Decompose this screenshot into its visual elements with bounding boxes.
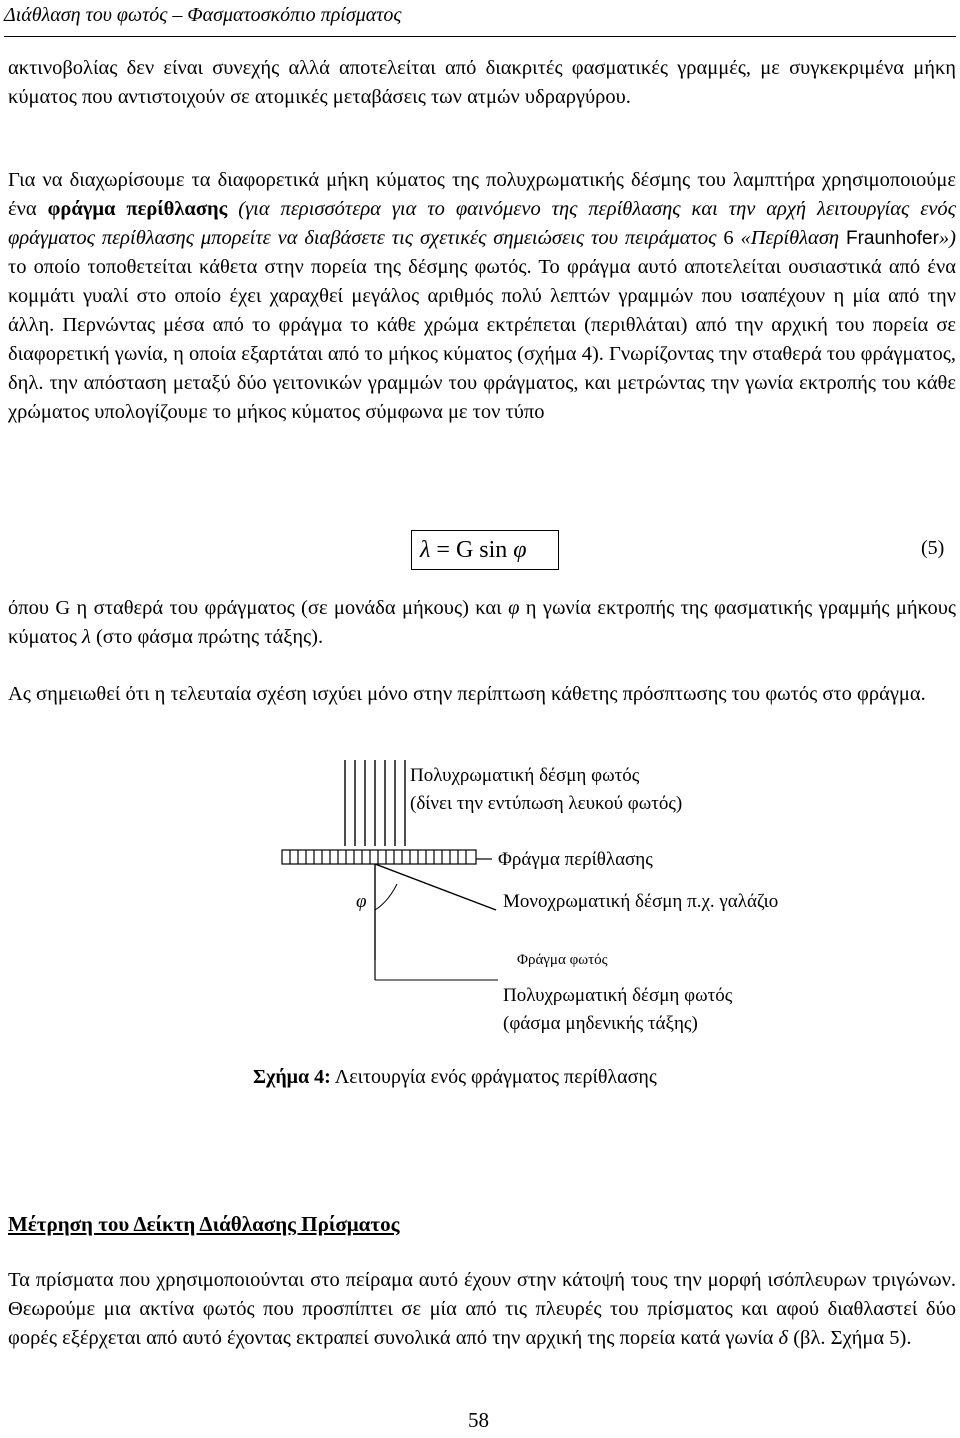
paragraph-1-text: ακτινοβολίας δεν είναι συνεχής αλλά αποτελείται από διακριτές φασματικές γραμμές, με συγκεκριμένα μήκη κύματος που αντιστοιχούν σε ατομικές μεταβάσεις των ατμών υδραργύρου. [8,57,956,108]
incident-beam [345,760,405,846]
paragraph-3 [8,594,956,652]
paragraph-3-lambda: λ [81,626,91,648]
paragraph-3-text-b: η γωνία εκτροπής της φασματικής γραμμής μήκους κύματος [8,597,957,648]
label-mono: Μονοχρωματική δέσμη π.χ. γαλάζιο [503,891,779,912]
paragraph-5 [8,1266,956,1353]
grating-element [282,850,476,864]
grating-term: φράγμα περίθλασης [47,198,228,220]
formula-box [411,530,559,570]
paragraph-2-text-b: το οποίο τοποθετείται κάθετα στην πορεία της δέσμης φωτός. Το φράγμα αυτό αποτελείται ουσιαστικά από ένα κομμάτι γυαλί στο οποίο έχει χαραχθεί μεγάλος αριθμός πολύ λεπτών γραμμών που ισαπέχουν η μία από την άλλη. Περνώντας μέσα από το φράγμα το κάθε χρώμα εκτρέπεται (περιθλάται) από την αρχική του πορεία σε διαφορετική γωνία, η οποία εξαρτάται από το μήκος κύματος (σχήμα 4). Γνωρίζοντας την σταθερά του φράγματος, δηλ. την απόσταση μεταξύ δύο γειτονικών γραμμών του φράγματος, και μετρώντας την γωνία εκτροπής του κάθε χρώματος υπολογίζουμε το μήκος κύματος σύμφωνα με τον τύπο [8,256,956,423]
label-poly-line1: Πολυχρωματική δέσμη φωτός [503,985,733,1006]
equation-number: (5) [921,537,945,559]
caption-label: Σχήμα 4: [253,1066,331,1088]
formula-body: = G sin [430,537,514,563]
label-poly-line2: (φάσμα μηδενικής τάξης) [503,1013,698,1034]
page-number: 58 [468,1408,489,1432]
paragraph-2-italic-3: ») [938,227,956,249]
experiment-number: 6 [723,227,734,249]
fraunhofer-term: Fraunhofer [845,228,939,249]
paragraph-4 [8,680,956,709]
paragraph-3-text-a: όπου G η σταθερά του φράγματος (σε μονάδα μήκους) και [8,597,509,619]
paragraph-1 [8,54,956,112]
caption-text: Λειτουργία ενός φράγματος περίθλασης [330,1066,657,1088]
formula-phi: φ [513,537,527,563]
diffracted-beam [375,864,496,960]
section-title: Μέτρηση του Δείκτη Διάθλασης Πρίσματος [8,1212,400,1236]
paragraph-3-text-c: (στο φάσμα πρώτης τάξης). [90,626,324,648]
paragraph-3-phi: φ [508,597,520,619]
paragraph-2-text-a: Για να διαχωρίσουμε τα διαφορετικά μήκη κύματος της πολυχρωματικής δέσμης του λαμπτήρα χρησιμοποιούμε ένα [8,169,956,220]
angle-arc [375,884,397,910]
paragraph-5-text-a: Τα πρίσματα που χρησιμοποιούνται στο πείραμα αυτό έχουν στην κάτοψή τους την μορφή ισόπλευρων τριγώνων. Θεωρούμε μια ακτίνα φωτός που προσπίπτει σε μία από τις πλευρές του πρίσματος και αφού διαθλαστεί δύο φορές εξέρχεται από αυτό έχοντας εκτραπεί συνολικά από την αρχική της πορεία κατά γωνία [8,1269,956,1349]
paragraph-2-italic-2: «Περίθλαση [733,227,846,249]
page-header [4,2,956,37]
label-spectrum: Φράγμα φωτός [517,952,608,968]
label-phi: φ [356,891,367,912]
header-title: Διάθλαση του φωτός – Φασματοσκόπιο πρίσματος [4,4,402,26]
label-beam-line2: (δίνει την εντύπωση λευκού φωτός) [410,793,683,814]
label-grating: Φράγμα περίθλασης [498,849,653,870]
paragraph-5-delta: δ [778,1327,789,1349]
label-beam-line1: Πολυχρωματική δέσμη φωτός [410,765,640,786]
formula-lambda: λ [420,537,431,563]
figure-caption [253,1066,657,1089]
paragraph-5-text-b: (βλ. Σχήμα 5). [788,1327,912,1349]
paragraph-2 [8,166,956,427]
paragraph-4-text: Ας σημειωθεί ότι η τελευταία σχέση ισχύει μόνο στην περίπτωση κάθετης πρόσπτωσης του φωτός στο φράγμα. [8,683,926,705]
paragraph-2-italic: (για περισσότερα για το φαινόμενο της περίθλασης και την αρχή λειτουργίας ενός φράγματος περίθλασης μπορείτε να διαβάσετε τις σχετικές σημειώσεις του πειράματος [8,198,957,249]
